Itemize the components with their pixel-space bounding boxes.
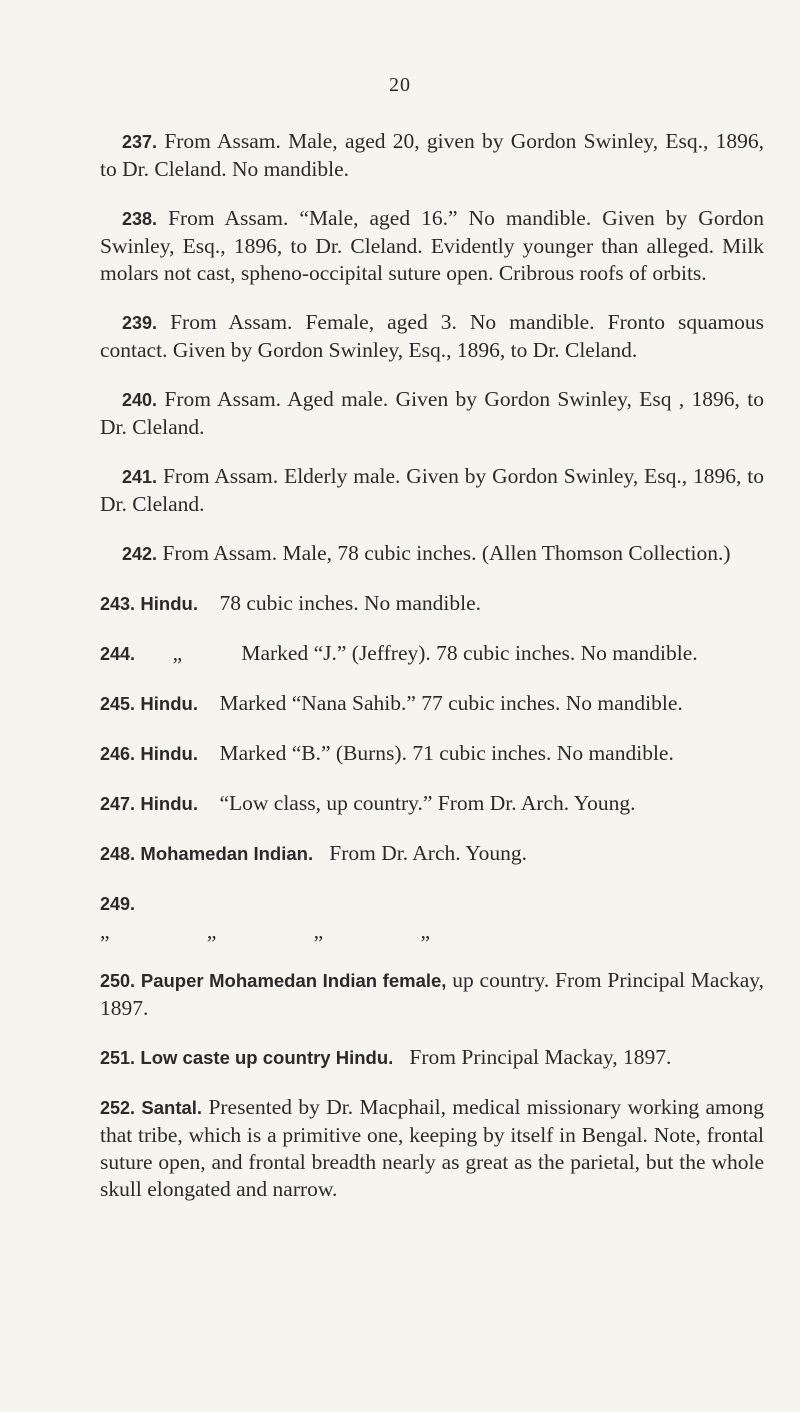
entry-text: Marked “Nana Sahib.” 77 cubic inches. No mandible. (219, 691, 683, 715)
entry-238 (100, 205, 764, 287)
entry-label: Hindu. (140, 793, 198, 814)
entry-239 (100, 309, 764, 364)
entry-249 (100, 890, 764, 945)
ditto-mark: „ (313, 919, 324, 943)
entry-label: Low caste up country Hindu. (140, 1047, 394, 1068)
entry-240 (100, 386, 764, 441)
entry-237 (100, 128, 764, 183)
entry-242 (100, 540, 764, 568)
entry-text: Presented by Dr. Macphail, medical missionary working among that tribe, which is a primitive one, keeping by itself in Bengal. Note, frontal suture open, and frontal breadth nearly as great as the parietal, but the whole skull elongated and narrow. (100, 1095, 765, 1201)
entry-number: 251. (100, 1048, 136, 1068)
entry-text: From Dr. Arch. Young. (329, 841, 527, 865)
entry-text: up country. From Principal Mackay, 1897. (100, 968, 765, 1020)
entry-label: Santal. (141, 1097, 203, 1118)
entry-label: Hindu. (140, 593, 198, 614)
entry-text: Marked “B.” (Burns). 71 cubic inches. No mandible. (219, 741, 674, 765)
entry-246 (100, 740, 764, 768)
entry-number: 246. (100, 744, 136, 764)
catalogue-entries (100, 128, 764, 1225)
entry-text: From Assam. Female, aged 3. No mandible. Fronto squamous contact. Given by Gordon Swinley, Esq., 1896, to Dr. Cleland. (100, 310, 764, 362)
entry-number: 243. (100, 594, 136, 614)
entry-number: 242. (122, 544, 158, 564)
entry-label: Mohamedan Indian. (140, 843, 314, 864)
entry-252 (100, 1094, 764, 1203)
entry-number: 249. (100, 894, 136, 914)
entry-250 (100, 967, 764, 1022)
entry-text: 78 cubic inches. No mandible. (219, 591, 481, 615)
entry-241 (100, 463, 764, 518)
entry-number: 244. (100, 644, 136, 664)
entry-label: Hindu. (140, 693, 198, 714)
entry-248 (100, 840, 764, 868)
entry-text: Marked “J.” (Jeffrey). 78 cubic inches. No mandible. (241, 641, 698, 665)
entry-number: 247. (100, 794, 136, 814)
entry-247 (100, 790, 764, 818)
entry-number: 238. (122, 209, 158, 229)
entry-number: 248. (100, 844, 136, 864)
entry-label: Hindu. (140, 743, 198, 764)
ditto-mark: „ (420, 919, 430, 943)
entry-label: Pauper Mohamedan Indian female, (140, 970, 447, 991)
entry-number: 237. (122, 132, 158, 152)
entry-text: From Principal Mackay, 1897. (409, 1045, 672, 1069)
entry-number: 245. (100, 694, 136, 714)
entry-text: From Assam. “Male, aged 16.” No mandible. Given by Gordon Swinley, Esq., 1896, to Dr. Cleland. Evidently younger than alleged. Milk molars not cast, spheno-occipital suture open. Cribrous roofs of orbits. (100, 206, 764, 285)
entry-number: 241. (122, 467, 158, 487)
entry-number: 239. (122, 313, 158, 333)
ditto-mark: „ (100, 919, 110, 943)
entry-number: 250. (100, 971, 136, 991)
entry-text: From Assam. Elderly male. Given by Gordon Swinley, Esq., 1896, to Dr. Cleland. (100, 464, 764, 516)
entry-text: “Low class, up country.” From Dr. Arch. Young. (219, 791, 636, 815)
entry-251 (100, 1044, 764, 1072)
entry-number: 240. (122, 390, 158, 410)
ditto-marks (100, 918, 430, 945)
ditto-mark: „ (206, 919, 217, 943)
entry-243 (100, 590, 764, 618)
entry-text: From Assam. Aged male. Given by Gordon Swinley, Esq , 1896, to Dr. Cleland. (100, 387, 764, 439)
entry-label: „ (172, 641, 183, 665)
entry-text: From Assam. Male, aged 20, given by Gordon Swinley, Esq., 1896, to Dr. Cleland. No mandible. (100, 129, 764, 181)
entry-text: From Assam. Male, 78 cubic inches. (Allen Thomson Collection.) (162, 541, 731, 565)
entry-244 (100, 640, 764, 668)
entry-245 (100, 690, 764, 718)
entry-number: 252. (100, 1098, 136, 1118)
page-number: 20 (389, 74, 411, 96)
